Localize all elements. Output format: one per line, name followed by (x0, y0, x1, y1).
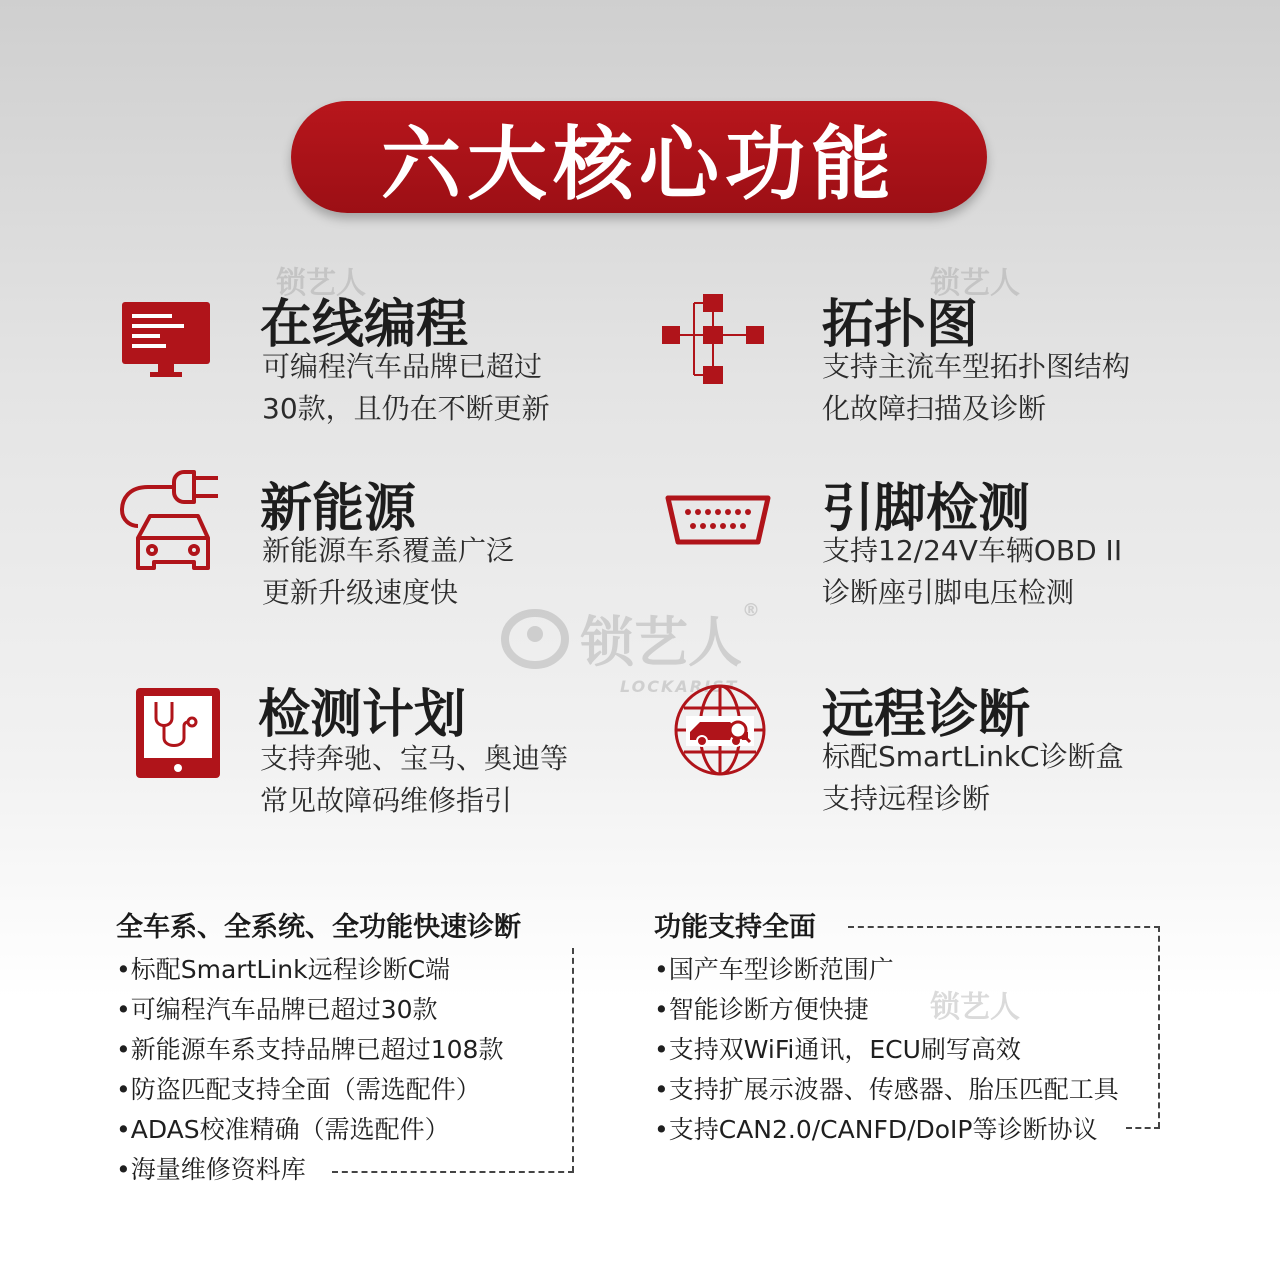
feature-title: 检测计划 (258, 685, 467, 745)
list-item: •支持CAN2.0/CANFD/DoIP等诊断协议 (654, 1115, 1098, 1144)
list-item: •智能诊断方便快捷 (654, 995, 869, 1024)
feature-desc: 30款，且仍在不断更新 (262, 392, 550, 425)
feature-desc: 支持奔驰、宝马、奥迪等 (260, 742, 569, 775)
list-item: •支持扩展示波器、传感器、胎压匹配工具 (654, 1075, 1119, 1104)
feature-desc: 支持12/24V车辆OBD II (822, 534, 1123, 567)
feature-title: 引脚检测 (822, 479, 1031, 539)
list-item: •新能源车系支持品牌已超过108款 (116, 1035, 504, 1064)
list-item: •标配SmartLink远程诊断C端 (116, 955, 451, 984)
obd-connector-icon (664, 494, 772, 546)
page-title: 六大核心功能 (381, 117, 897, 211)
feature-desc: 诊断座引脚电压检测 (822, 576, 1075, 609)
brand-watermark: 锁艺人 (930, 266, 1020, 301)
feature-desc: 常见故障码维修指引 (260, 784, 513, 817)
feature-title: 新能源 (260, 479, 417, 539)
feature-desc: 更新升级速度快 (262, 576, 459, 609)
monitor-icon (120, 300, 212, 380)
brand-watermark: 锁艺人 (276, 266, 366, 301)
brand-watermark: 锁艺人 ® LOCKARIST (490, 600, 760, 696)
divider (332, 1171, 574, 1173)
tablet-stethoscope-icon (134, 686, 222, 780)
feature-desc: 新能源车系覆盖广泛 (262, 534, 515, 567)
feature-desc: 化故障扫描及诊断 (822, 392, 1047, 425)
topology-icon (660, 292, 766, 388)
list-heading: 全车系、全系统、全功能快速诊断 (116, 912, 521, 943)
list-item: •国产车型诊断范围广 (654, 955, 894, 984)
ev-charging-icon (118, 466, 224, 574)
divider (1126, 1127, 1160, 1129)
list-item: •防盗匹配支持全面（需选配件） (116, 1075, 481, 1104)
brand-logo-icon (490, 604, 580, 674)
list-item: •可编程汽车品牌已超过30款 (116, 995, 438, 1024)
divider (572, 948, 574, 1172)
feature-title: 拓扑图 (822, 295, 979, 355)
feature-desc: 支持远程诊断 (822, 782, 991, 815)
feature-desc: 支持主流车型拓扑图结构 (822, 350, 1131, 383)
list-item: •支持双WiFi通讯，ECU刷写高效 (654, 1035, 1021, 1064)
brand-watermark: 锁艺人 (930, 990, 1020, 1025)
feature-title: 在线编程 (260, 295, 469, 355)
list-item: •ADAS校准精确（需选配件） (116, 1115, 450, 1144)
feature-desc: 标配SmartLinkC诊断盒 (822, 740, 1124, 773)
divider (1158, 926, 1160, 1128)
globe-car-icon (672, 682, 768, 778)
feature-title: 远程诊断 (822, 685, 1031, 745)
divider (848, 926, 1160, 928)
feature-desc: 可编程汽车品牌已超过 (262, 350, 543, 383)
list-heading: 功能支持全面 (654, 912, 816, 943)
title-banner (291, 101, 987, 213)
list-item: •海量维修资料库 (116, 1155, 306, 1184)
